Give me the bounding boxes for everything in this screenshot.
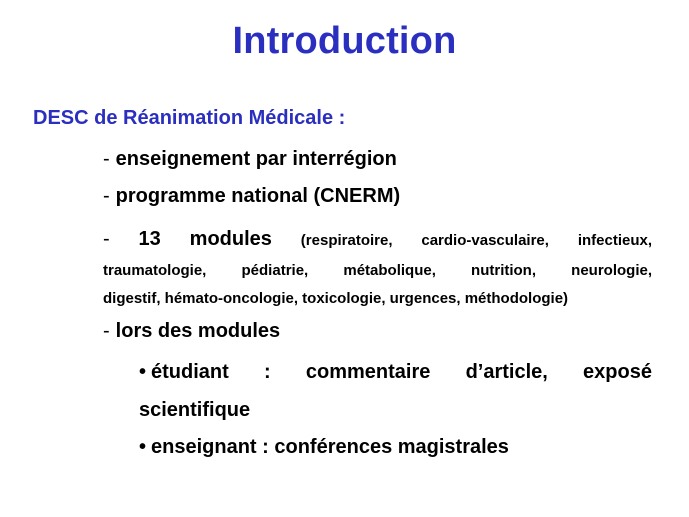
dash: - [103, 320, 110, 342]
bullet-word: : [264, 361, 271, 383]
bullet-word: commentaire [305, 361, 431, 383]
list-item [103, 148, 397, 171]
bullet-word: étudiant [151, 361, 229, 383]
slide-title: Introduction [232, 20, 457, 62]
bullet-teacher [139, 436, 509, 459]
modules-line-2 [103, 262, 652, 279]
bullet-icon: • [139, 361, 147, 383]
item-text: programme national (CNERM) [115, 185, 401, 207]
modules-line-1 [103, 228, 652, 251]
modules-count: 13 [138, 228, 161, 250]
item-text: enseignement par interrégion [115, 148, 397, 170]
bullet-student-line-2: scientifique [139, 399, 251, 421]
dash: - [103, 148, 110, 170]
bullet-word: exposé [583, 361, 652, 383]
module-name: métabolique, [343, 262, 436, 279]
module-name: nutrition, [471, 262, 537, 279]
item-text: lors des modules [115, 320, 281, 342]
module-name: pédiatrie, [241, 262, 309, 279]
list-item [103, 185, 400, 208]
bullet-icon: • [139, 436, 147, 458]
modules-line-3: digestif, hémato-oncologie, toxicologie, urgences, méthodologie) [103, 290, 569, 307]
modules-word: modules [189, 228, 272, 250]
slide-heading: DESC de Réanimation Médicale : [33, 107, 346, 129]
module-name: cardio-vasculaire, [421, 232, 549, 249]
dash: - [103, 228, 110, 250]
bullet-word: d’article, [465, 361, 548, 383]
dash: - [103, 185, 110, 207]
module-name: neurologie, [571, 262, 653, 279]
module-name: traumatologie, [103, 262, 207, 279]
module-name: infectieux, [577, 232, 653, 249]
module-name: (respiratoire, [300, 232, 393, 249]
list-item [103, 320, 280, 343]
bullet-student-line-1 [139, 361, 652, 384]
bullet-text: enseignant : conférences magistrales [151, 436, 509, 458]
